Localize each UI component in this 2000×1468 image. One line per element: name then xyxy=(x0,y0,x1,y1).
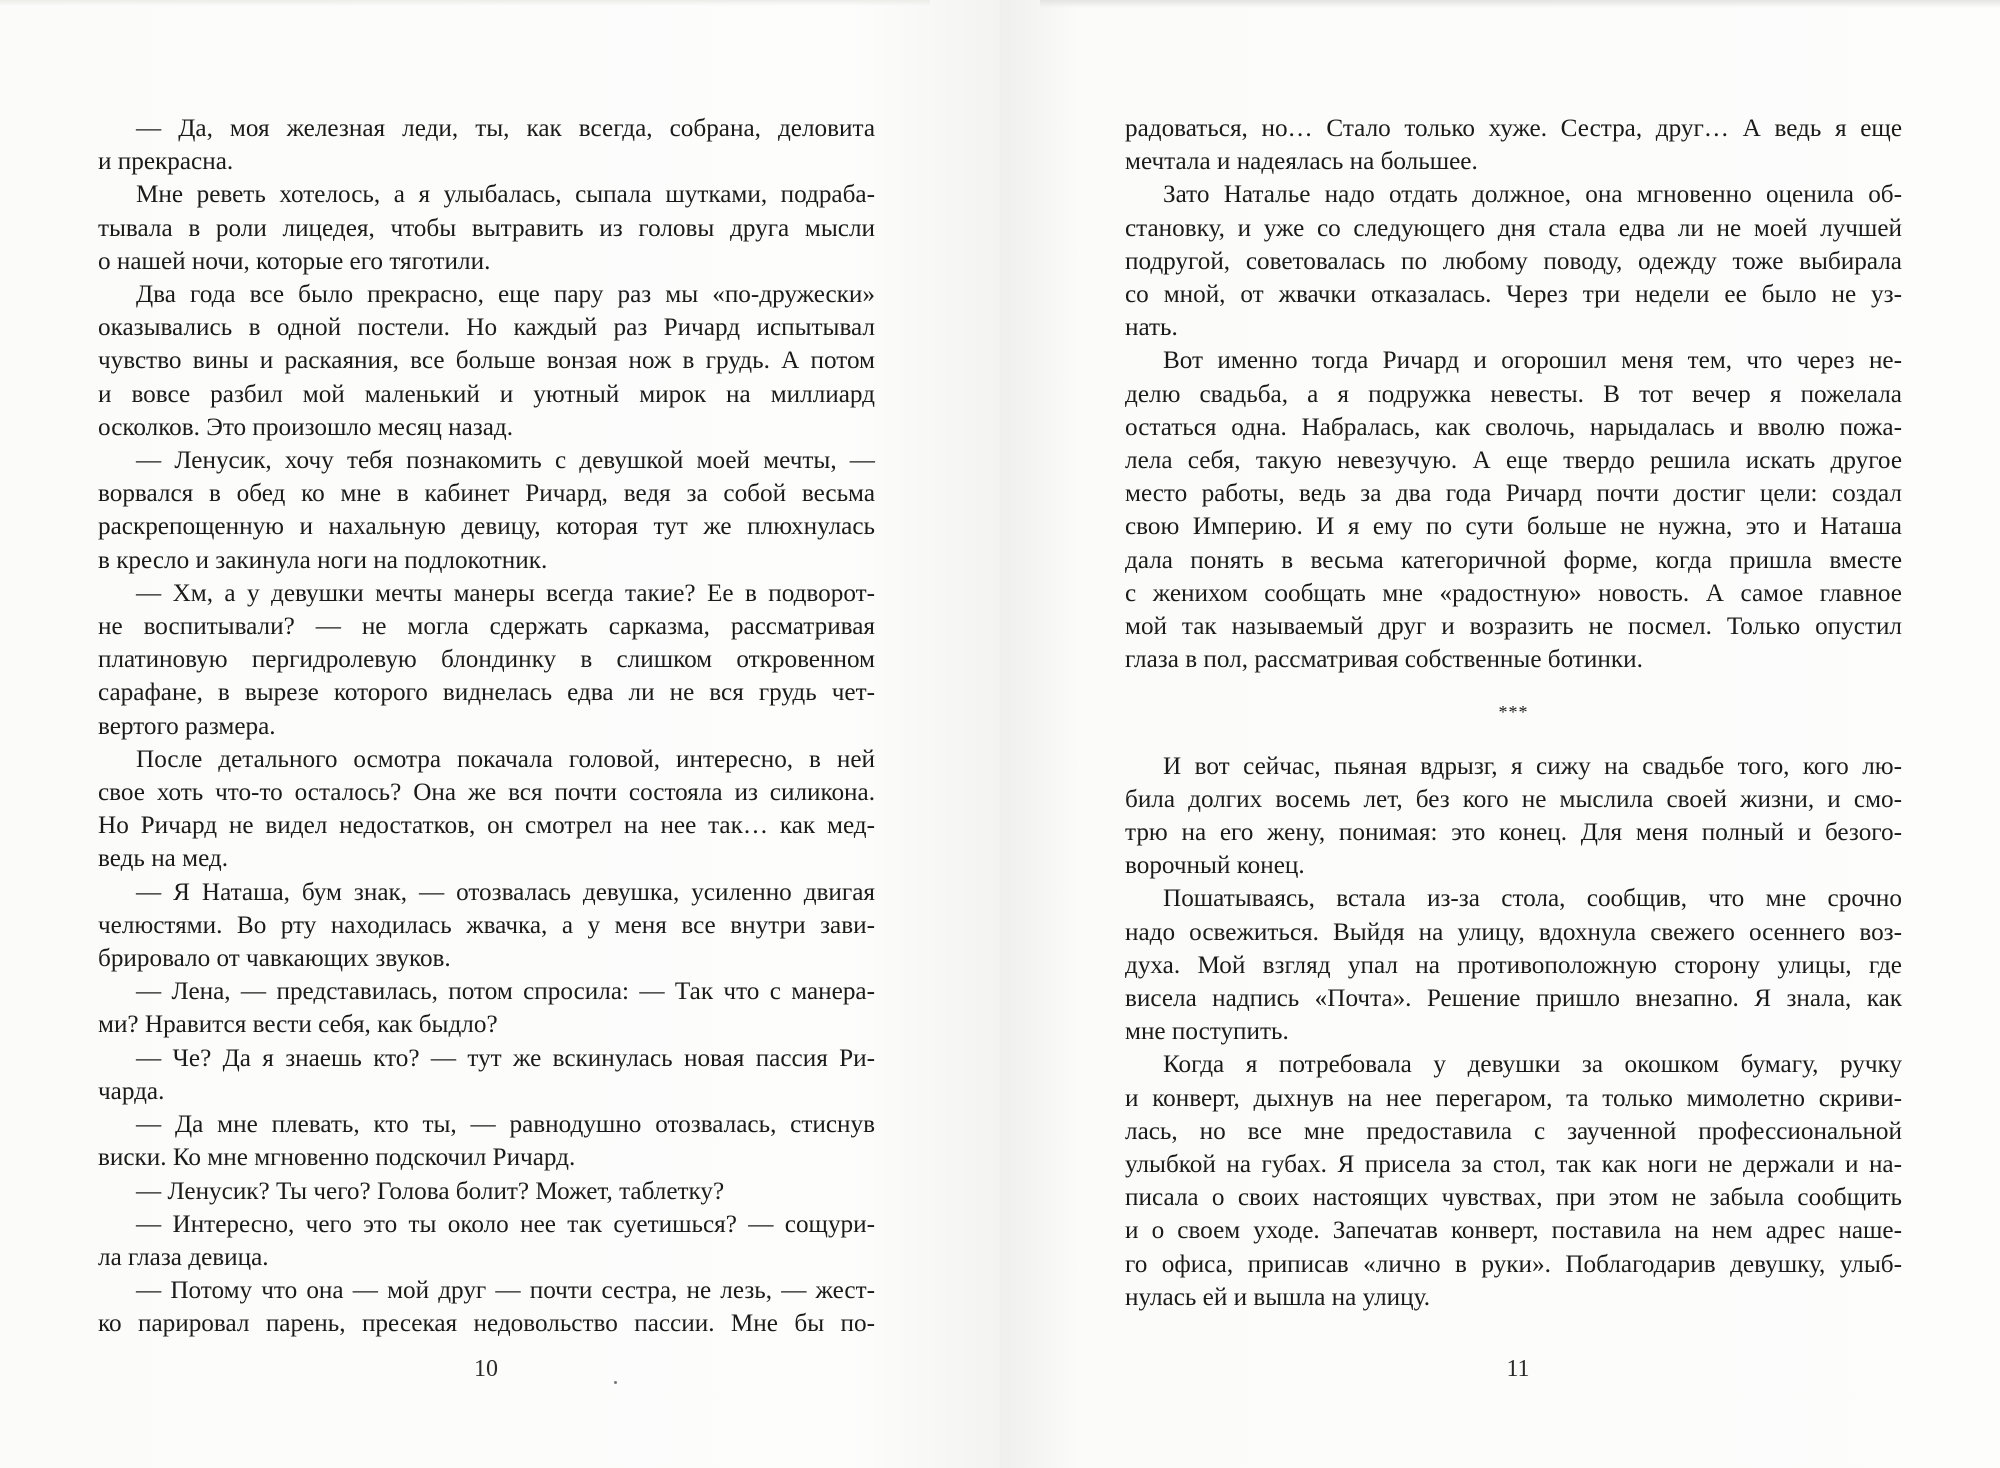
page-number-right: 11 xyxy=(1506,1356,1530,1382)
scene-separator: *** xyxy=(1498,702,1529,723)
left-page-text xyxy=(98,112,875,1341)
text-line: Когда я потребовала у девушки за окошком бумагу, ручку xyxy=(1163,1051,1902,1079)
text-line: тывала в роли лицедея, чтобы вытравить из головы друга мысли xyxy=(98,214,875,242)
text-line: надо освежиться. Выйдя на улицу, вдохнула свежего осеннего воз- xyxy=(1125,918,1902,946)
paragraph xyxy=(98,178,875,278)
text-line: била долгих восемь лет, без кого не мыслила своей жизни, и смо- xyxy=(1125,785,1902,813)
paragraph xyxy=(98,1175,875,1208)
text-line: подругой, советовалась по любому поводу, одежду тоже выбирала xyxy=(1125,247,1902,275)
text-line: мой так называемый друг и возразить не посмел. Только опустил xyxy=(1125,613,1902,641)
text-line: дала понять в весьма категоричной форме, когда пришла вместе xyxy=(1125,546,1902,574)
page-shadow-right xyxy=(1040,0,2000,8)
text-line: лась, но все мне предоставила с заученной профессиональной xyxy=(1125,1117,1902,1145)
text-line: челюстями. Во рту находилась жвачка, а у меня все внутри зави- xyxy=(98,911,875,939)
text-line: — Да мне плевать, кто ты, — равнодушно отозвалась, стиснув xyxy=(136,1111,875,1139)
text-line: ми? Нравится вести себя, как быдло? xyxy=(98,1011,498,1039)
text-line: и о своем уходе. Запечатав конверт, поставила на нем адрес наше- xyxy=(1125,1217,1902,1245)
text-line: ворочный конец. xyxy=(1125,852,1305,880)
paragraph xyxy=(98,876,875,976)
text-line: висела надпись «Почта». Решение пришло внезапно. Я знала, как xyxy=(1125,985,1902,1013)
paragraph xyxy=(98,1208,875,1274)
paper-speck xyxy=(614,1381,617,1384)
paragraph xyxy=(98,577,875,743)
text-line: свою Империю. И я ему по сути больше не нужна, это и Наташа xyxy=(1125,513,1902,541)
text-line: — Лена, — представилась, потом спросила: — Так что с манера- xyxy=(136,978,875,1006)
text-line: ла глаза девица. xyxy=(98,1243,269,1271)
text-line: Зато Наталье надо отдать должное, она мгновенно оценила об- xyxy=(1163,181,1902,209)
text-line: ворвался в обед ко мне в кабинет Ричард, ведя за собой весьма xyxy=(98,480,875,508)
text-line: ведь на мед. xyxy=(98,845,229,873)
text-line: лела себя, такую невезучую. А еще твердо решила искать другое xyxy=(1125,447,1902,475)
text-line: свое хоть что-то осталось? Она же вся почти состояла из силикона. xyxy=(98,779,875,807)
text-line: — Хм, а у девушки мечты манеры всегда такие? Ее в подворот- xyxy=(136,579,875,607)
text-line: осколков. Это произошло месяц назад. xyxy=(98,413,514,441)
text-line: о нашей ночи, которые его тяготили. xyxy=(98,247,491,275)
paragraph xyxy=(98,975,875,1041)
right-page xyxy=(1000,0,2000,1468)
text-line: чарда. xyxy=(98,1077,165,1105)
paragraph xyxy=(98,278,875,444)
text-line: нулась ей и вышла на улицу. xyxy=(1125,1283,1431,1311)
text-line: и конверт, дыхнув на нее перегаром, та только мимолетно скриви- xyxy=(1125,1084,1902,1112)
text-line: трю на его жену, понимая: это конец. Для меня полный и безого- xyxy=(1125,819,1902,847)
paragraph xyxy=(1125,882,1902,1048)
paragraph xyxy=(1125,112,1902,178)
text-line: Вот именно тогда Ричард и огорошил меня тем, что через не- xyxy=(1163,347,1902,375)
paragraph xyxy=(98,112,875,178)
text-line: радоваться, но… Стало только хуже. Сестра, друг… А ведь я еще xyxy=(1125,115,1902,142)
text-line: Мне реветь хотелось, а я улыбалась, сыпала шутками, подраба- xyxy=(136,181,875,209)
paragraph xyxy=(1125,344,1902,676)
text-line: — Я Наташа, бум знак, — отозвалась девушка, усиленно двигая xyxy=(136,878,875,906)
text-line: виски. Ко мне мгновенно подскочил Ричард. xyxy=(98,1144,576,1172)
text-line: раскрепощенную и нахальную девицу, которая тут же плюхнулась xyxy=(98,513,875,541)
text-line: И вот сейчас, пьяная вдрызг, я сижу на свадьбе того, кого лю- xyxy=(1163,752,1902,780)
text-line: и прекрасна. xyxy=(98,148,234,176)
text-line: — Потому что она — мой друг — почти сестра, не лезь, — жест- xyxy=(136,1277,875,1305)
paragraph xyxy=(1125,178,1902,344)
page-shadow xyxy=(0,0,930,6)
text-line: платиновую пергидролевую блондинку в слишком откровенном xyxy=(98,646,875,674)
text-line: мне поступить. xyxy=(1125,1018,1289,1046)
text-line: После детального осмотра покачала головой, интересно, в ней xyxy=(136,745,875,773)
text-line: сарафане, в вырезе которого виднелась едва ли не вся грудь чет- xyxy=(98,679,875,707)
text-line: и вовсе разбил мой маленький и уютный мирок на миллиард xyxy=(98,380,875,408)
text-line: улыбкой на губах. Я присела за стол, так как ноги не держали и на- xyxy=(1125,1151,1902,1179)
text-line: место работы, ведь за два года Ричард почти достиг цели: создал xyxy=(1125,480,1902,508)
text-line: в кресло и закинула ноги на подлокотник. xyxy=(98,546,548,574)
paragraph xyxy=(1125,1048,1902,1314)
paragraph xyxy=(98,743,875,876)
text-line: брировало от чавкающих звуков. xyxy=(98,945,451,973)
text-line: — Ленусик, хочу тебя познакомить с девушкой моей мечты, — xyxy=(136,447,875,475)
text-line: делю свадьба, а я подружка невесты. В тот вечер я пожелала xyxy=(1125,380,1902,408)
text-line: писала о своих настоящих чувствах, при этом не забыла сообщить xyxy=(1125,1184,1902,1212)
page-number-left: 10 xyxy=(474,1356,498,1382)
text-line: — Интересно, чего это ты около нее так суетишься? — сощури- xyxy=(136,1210,875,1238)
text-line: со мной, от жвачки отказалась. Через три недели ее было не уз- xyxy=(1125,281,1902,309)
right-text-after-separator xyxy=(1125,750,1902,1314)
text-line: оказывались в одной постели. Но каждый раз Ричард испытывал xyxy=(98,314,875,342)
text-line: с женихом сообщать мне «радостную» новость. А самое главное xyxy=(1125,579,1902,607)
paragraph xyxy=(98,1274,875,1340)
text-line: — Да, моя железная леди, ты, как всегда, собрана, деловита xyxy=(136,115,875,142)
text-line: становку, и уже со следующего дня стала едва ли не моей лучшей xyxy=(1125,214,1902,242)
paragraph xyxy=(98,444,875,577)
paragraph xyxy=(1125,750,1902,883)
text-line: остаться одна. Набралась, как сволочь, нарыдалась и вволю пожа- xyxy=(1125,413,1902,441)
text-line: го офиса, приписав «лично в руки». Поблагодарив девушку, улыб- xyxy=(1125,1250,1902,1278)
text-line: глаза в пол, рассматривая собственные ботинки. xyxy=(1125,646,1643,674)
text-line: мечтала и надеялась на большее. xyxy=(1125,148,1478,176)
right-page-text xyxy=(1125,112,1902,1314)
text-line: нать. xyxy=(1125,314,1178,342)
text-line: — Че? Да я знаешь кто? — тут же вскинулась новая пассия Ри- xyxy=(136,1044,875,1072)
text-line: Но Ричард не видел недостатков, он смотрел на нее так… как мед- xyxy=(98,812,875,840)
text-line: чувство вины и раскаяния, все больше вонзая нож в грудь. А потом xyxy=(98,347,875,375)
text-line: Два года все было прекрасно, еще пару раз мы «по-дружески» xyxy=(136,281,875,309)
text-line: ко парировал парень, пресекая недовольство пассии. Мне бы по- xyxy=(98,1310,875,1338)
text-line: — Ленусик? Ты чего? Голова болит? Может, таблетку? xyxy=(136,1177,725,1205)
text-line: Пошатываясь, встала из-за стола, сообщив, что мне срочно xyxy=(1163,885,1902,913)
right-text-before-separator xyxy=(1125,112,1902,676)
text-line: духа. Мой взгляд упал на противоположную сторону улицы, где xyxy=(1125,951,1902,979)
text-line: вертого размера. xyxy=(98,712,276,740)
paragraph xyxy=(98,1042,875,1108)
paragraph xyxy=(98,1108,875,1174)
text-line: не воспитывали? — не могла сдержать сарказма, рассматривая xyxy=(98,613,875,641)
